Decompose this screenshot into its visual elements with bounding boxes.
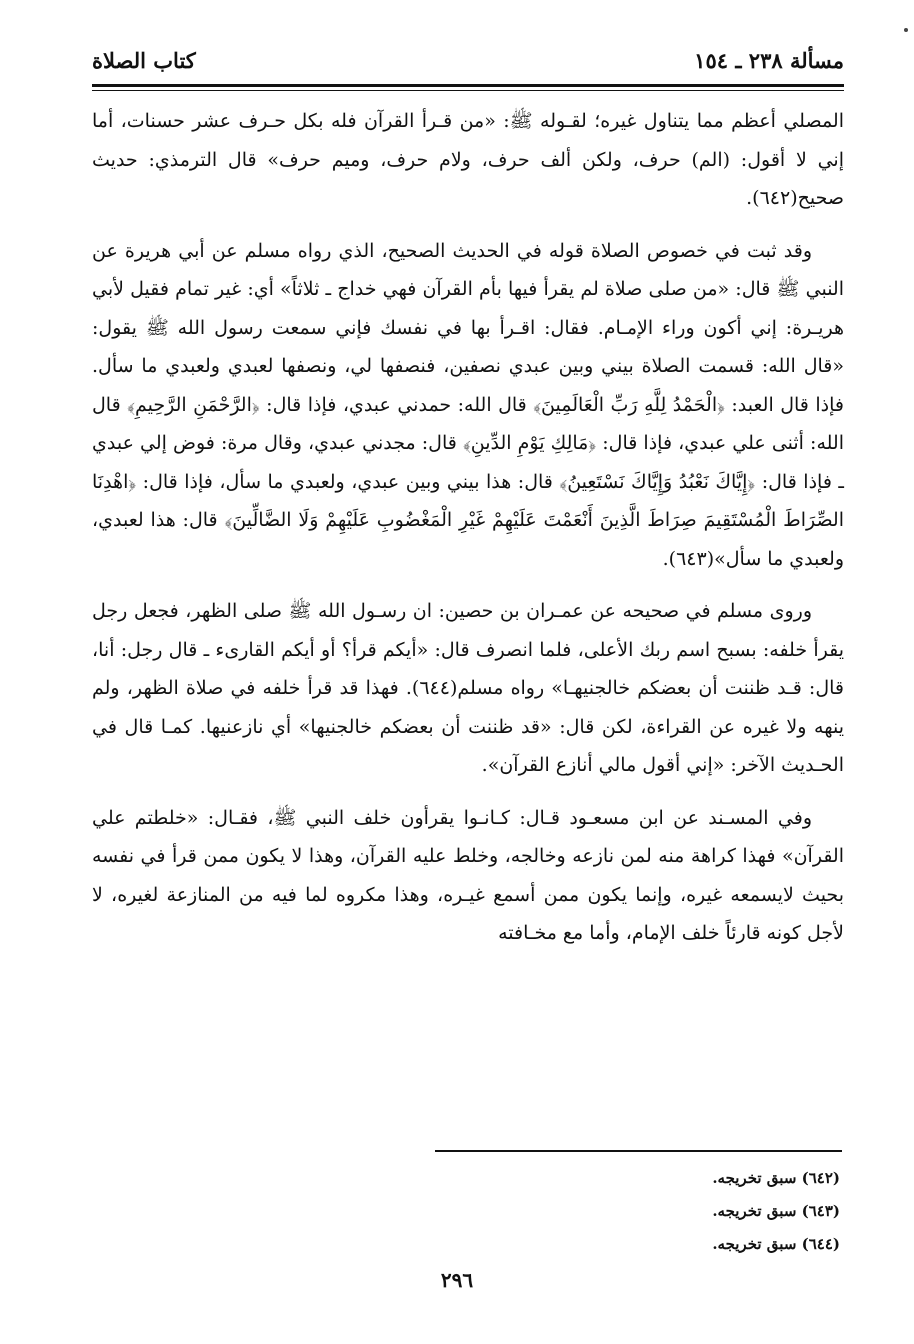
footnote-643: (٦٤٣) سبق تخريجه. xyxy=(712,1202,840,1220)
footnotes xyxy=(92,1162,844,1261)
main-text xyxy=(92,102,844,967)
scan-dot-mark xyxy=(904,28,908,32)
header-rule-thick xyxy=(92,84,844,87)
header-rule-thin xyxy=(92,90,844,91)
paragraph-4: وفي المسـند عن ابن مسعـود قـال: كـانـوا يقرأون خلف النبي ﷺ، فقـال: «خلطتم علي القرآن» فهذا كراهة منه لمن نازعه وخالجه، وخلط عليه القرآن، وهذا لا يكون ممن قرأ في نفسه بحيث لايسمعه غيره، وإنما يكون ممن أسمع غيـره، وهذا مكروه لما فيه من المنازعة لغيره، لا لأجل كونه قارئاً خلف الإمام، وأما مع مخـافته xyxy=(92,806,844,944)
header-book-title: كتاب الصلاة xyxy=(92,47,196,73)
footnote-separator xyxy=(435,1150,842,1152)
footnote-642: (٦٤٢) سبق تخريجه. xyxy=(712,1169,840,1187)
running-header xyxy=(92,38,844,82)
header-issue-number: مسألة ٢٣٨ ـ ١٥٤ xyxy=(694,47,844,73)
paragraph-3: وروى مسلم في صحيحه عن عمـران بن حصين: ان رسـول الله ﷺ صلى الظهر، فجعل رجل يقرأ خلفه: بسبح اسم ربك الأعلى، فلما انصرف قال: «أيكم قرأ؟ أو أيكم القارىء ـ قال رجل: أنا، قال: قـد ظننت أن بعضكم خالجنيهـا» رواه مسلم(٦٤٤). فهذا قد قرأ خلفه في صلاة الظهر، ولم ينهه ولا غيره عن القراءة، لكن قال: «قد ظننت أن بعضكم خالجنيها» أي نازعنيها. كمـا قال في الحـديث الآخر: «إني أقول مالي أنازع القرآن». xyxy=(92,600,845,776)
page-number: ٢٩٦ xyxy=(440,1268,474,1292)
paragraph-1: المصلي أعظم مما يتناول غيره؛ لقـوله ﷺ: «من قـرأ القرآن فله بكل حـرف عشر حسنات، أما إني لا أقول: (الم) حرف، ولكن ألف حرف، ولام حرف، وميم حرف» قال الترمذي: حديث صحيح(٦٤٢). xyxy=(92,110,844,209)
paragraph-2: وقد ثبت في خصوص الصلاة قوله في الحديث الصحيح، الذي رواه مسلم عن أبي هريرة عن النبي ﷺ قال: «من صلى صلاة لم يقرأ فيها بأم القرآن فهي خداج ـ ثلاثاً» أي: غير تمام فقيل لأبي هريـرة: إني أكون وراء الإمـام. فقال: اقـرأ بها في نفسك فإني سمعت رسول الله ﷺ يقول: «قال الله: قسمت الصلاة بيني وبين عبدي نصفين، فنصفها لي، ونصفها لعبدي ولعبدي ما سأل. فإذا قال العبد: ﴿الْحَمْدُ لِلَّهِ رَبِّ الْعَالَمِينَ﴾ قال الله: حمدني عبدي، فإذا قال: ﴿الرَّحْمَنِ الرَّحِيمِ﴾ قال الله: أثنى علي عبدي، فإذا قال: ﴿مَالِكِ يَوْمِ الدِّينِ﴾ قال: مجدني عبدي، وقال مرة: فوض إلي عبدي ـ فإذا قال: ﴿إِيَّاكَ نَعْبُدُ وَإِيَّاكَ نَسْتَعِينُ﴾ قال: هذا بيني وبين عبدي، ولعبدي ما سأل، فإذا قال: ﴿اهْدِنَا الصِّرَاطَ الْمُسْتَقِيمَ صِرَاطَ الَّذِينَ أَنْعَمْتَ عَلَيْهِمْ غَيْرِ الْمَغْضُوبِ عَلَيْهِمْ وَلَا الضَّالِّينَ﴾ قال: هذا لعبدي، ولعبدي ما سأل»(٦٤٣). xyxy=(92,239,844,570)
footnote-644: (٦٤٤) سبق تخريجه. xyxy=(712,1235,840,1253)
